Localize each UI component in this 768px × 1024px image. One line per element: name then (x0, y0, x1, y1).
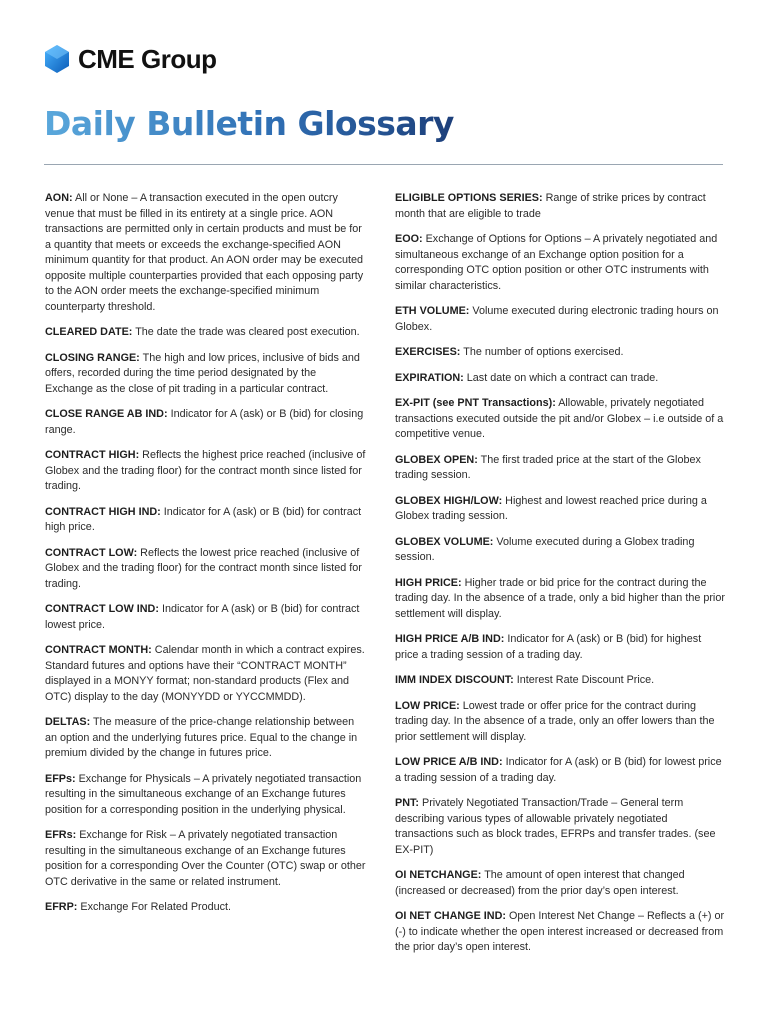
glossary-term: GLOBEX VOLUME: (395, 535, 494, 548)
glossary-entry (45, 191, 367, 315)
glossary-entry (395, 673, 725, 689)
glossary-definition: Privately Negotiated Transaction/Trade – General term describing various types of allowable privately negotiated transactions such as block trades, EFRPs and transfer trades. (see EX-PIT) (395, 797, 716, 856)
glossary-definition: Highest and lowest reached price during a Globex trading session. (395, 494, 707, 522)
glossary-term: EOO: (395, 233, 423, 245)
cme-globe-icon (44, 44, 70, 74)
glossary-term: CLOSE RANGE AB IND: (45, 408, 168, 420)
glossary-definition: Last date on which a contract can trade. (466, 371, 659, 384)
glossary-entry (395, 345, 725, 361)
glossary-entry (45, 351, 367, 398)
glossary-term: EFRs: (45, 829, 77, 841)
glossary-term: CONTRACT LOW: (45, 546, 138, 559)
glossary-entry (45, 715, 367, 762)
glossary-definition: Indicator for A (ask) or B (bid) for contract high price. (45, 505, 362, 533)
glossary-column-left (45, 191, 367, 926)
glossary-entry (45, 643, 367, 705)
glossary-entry (395, 796, 725, 858)
glossary-definition: Indicator for A (ask) or B (bid) for highest price a trading session of a trading day. (395, 633, 702, 661)
glossary-entry (45, 900, 367, 916)
glossary-definition: Indicator for A (ask) or B (bid) for lowest price a trading session of a trading day. (395, 756, 722, 784)
glossary-term: CLEARED DATE: (45, 326, 133, 338)
glossary-entry (45, 407, 367, 438)
glossary-definition: Volume executed during a Globex trading session. (395, 535, 695, 563)
glossary-definition: Open Interest Net Change – Reflects a (+) or (-) to indicate whether the open interest increased or decreased from the prior day’s open interest. (395, 910, 725, 953)
glossary-definition: Calendar month in which a contract expires. Standard futures and options have their “CONTRACT MONTH” displayed in a MONYY format; non-standard products (Flex and OTC) display to the day (MONYYDD or YYCCMMDD). (45, 644, 365, 703)
glossary-definition: Indicator for A (ask) or B (bid) for contract lowest price. (45, 603, 360, 631)
glossary-term: LOW PRICE A/B IND: (395, 756, 503, 768)
glossary-term: EXERCISES: (395, 346, 461, 358)
glossary-entry (395, 632, 725, 663)
glossary-term: CONTRACT HIGH IND: (45, 505, 161, 518)
glossary-definition: The amount of open interest that changed (increased or decreased) from the prior day’s open interest. (395, 869, 685, 897)
brand-name: CME Group (78, 44, 217, 74)
glossary-definition: All or None – A transaction executed in the open outcry venue that must be filled in its entirety at a single price. AON transactions are permitted only in certain products and must be for a quantity that meets or exceeds the exchange-specified AON minimum quantity for that product. An AON order may be executed opposite multiple counterparties provided that each opposing party to the AON order meets the exchange-specified minimum counterparty threshold. (45, 192, 364, 313)
glossary-entry (395, 191, 725, 222)
glossary-definition: Higher trade or bid price for the contract during the trading day. In the absence of a trade, only a bid higher than the prior settlement will display. (395, 576, 725, 620)
glossary-entry (45, 602, 367, 633)
glossary-term: GLOBEX HIGH/LOW: (395, 494, 503, 507)
glossary-term: CONTRACT MONTH: (45, 644, 152, 656)
glossary-entry (45, 448, 367, 495)
glossary-definition: Interest Rate Discount Price. (516, 674, 655, 686)
glossary-definition: The high and low prices, inclusive of bids and offers, recorded during the time period designated by the Exchange as the close of pit trading in a particular contract. (45, 351, 360, 395)
glossary-term: CONTRACT LOW IND: (45, 603, 159, 615)
glossary-term: EFPs: (45, 772, 76, 785)
glossary-term: IMM INDEX DISCOUNT: (395, 674, 514, 686)
glossary-term: AON: (45, 192, 73, 204)
glossary-definition: The first traded price at the start of the Globex trading session. (395, 453, 701, 481)
glossary-entry (395, 304, 725, 335)
glossary-entry (45, 546, 367, 593)
glossary-definition: Reflects the highest price reached (inclusive of Globex and the trading floor) for the contract month since listed for trading. (45, 449, 366, 492)
glossary-entry (395, 535, 725, 566)
glossary-term: OI NETCHANGE: (395, 869, 482, 881)
glossary-entry (395, 494, 725, 525)
title-divider (44, 164, 723, 165)
glossary-term: PNT: (395, 797, 419, 809)
glossary-definition: The number of options exercised. (463, 346, 624, 358)
glossary-definition: Allowable, privately negotiated transactions executed outside the pit and/or Globex – i.e outside of a competitive venue. (395, 397, 724, 440)
glossary-definition: Exchange For Related Product. (80, 901, 232, 913)
glossary-term: DELTAS: (45, 716, 91, 728)
glossary-entry (45, 505, 367, 536)
glossary-definition: The measure of the price-change relationship between an option and the underlying futures price. Equal to the change in premium divided by the change in futures price. (45, 716, 358, 759)
glossary-term: GLOBEX OPEN: (395, 453, 478, 466)
glossary-term: LOW PRICE: (395, 699, 460, 712)
glossary-entry (45, 772, 367, 819)
glossary-column-right (395, 191, 725, 966)
glossary-term: ETH VOLUME: (395, 305, 470, 317)
glossary-definition: Volume executed during electronic trading hours on Globex. (395, 305, 719, 333)
glossary-term: EXPIRATION: (395, 371, 464, 384)
glossary-entry (395, 755, 725, 786)
page-title: Daily Bulletin Glossary (44, 102, 454, 146)
glossary-definition: Exchange of Options for Options – A privately negotiated and simultaneous exchange of an Exchange option position for a corresponding OTC option position or other OTC instruments with similar characteristics. (395, 233, 718, 292)
brand-logo (44, 44, 217, 74)
glossary-definition: Exchange for Physicals – A privately negotiated transaction resulting in the simultaneous exchange of an Exchange futures position for a corresponding position in the underlying physical. (45, 772, 362, 816)
glossary-term: EFRP: (45, 901, 78, 913)
glossary-entry (45, 828, 367, 890)
glossary-term: EX-PIT (see PNT Transactions): (395, 397, 556, 409)
glossary-entry (395, 576, 725, 623)
glossary-term: HIGH PRICE: (395, 576, 462, 589)
glossary-definition: Indicator for A (ask) or B (bid) for closing range. (45, 408, 364, 436)
glossary-entry (45, 325, 367, 341)
glossary-entry (395, 371, 725, 387)
glossary-definition: Range of strike prices by contract month that are eligible to trade (395, 192, 706, 220)
glossary-definition: Exchange for Risk – A privately negotiated transaction resulting in the simultaneous exchange of an Exchange futures position for a corresponding Over the Counter (OTC) swap or other OTC derivative in the same or related instrument. (45, 829, 366, 888)
glossary-term: ELIGIBLE OPTIONS SERIES: (395, 192, 543, 204)
glossary-entry (395, 699, 725, 746)
glossary-term: HIGH PRICE A/B IND: (395, 633, 505, 645)
glossary-entry (395, 868, 725, 899)
glossary-entry (395, 909, 725, 956)
glossary-term: CONTRACT HIGH: (45, 449, 140, 461)
glossary-definition: Reflects the lowest price reached (inclusive of Globex and the trading floor) for the contract month since listed for trading. (45, 546, 362, 590)
glossary-entry (395, 232, 725, 294)
glossary-definition: Lowest trade or offer price for the contract during trading day. In the absence of a trade, only an offer lowers than the prior settlement will display. (395, 699, 715, 743)
glossary-definition: The date the trade was cleared post execution. (135, 326, 360, 338)
glossary-entry (395, 453, 725, 484)
glossary-term: OI NET CHANGE IND: (395, 910, 506, 922)
glossary-term: CLOSING RANGE: (45, 351, 140, 364)
glossary-entry (395, 396, 725, 443)
